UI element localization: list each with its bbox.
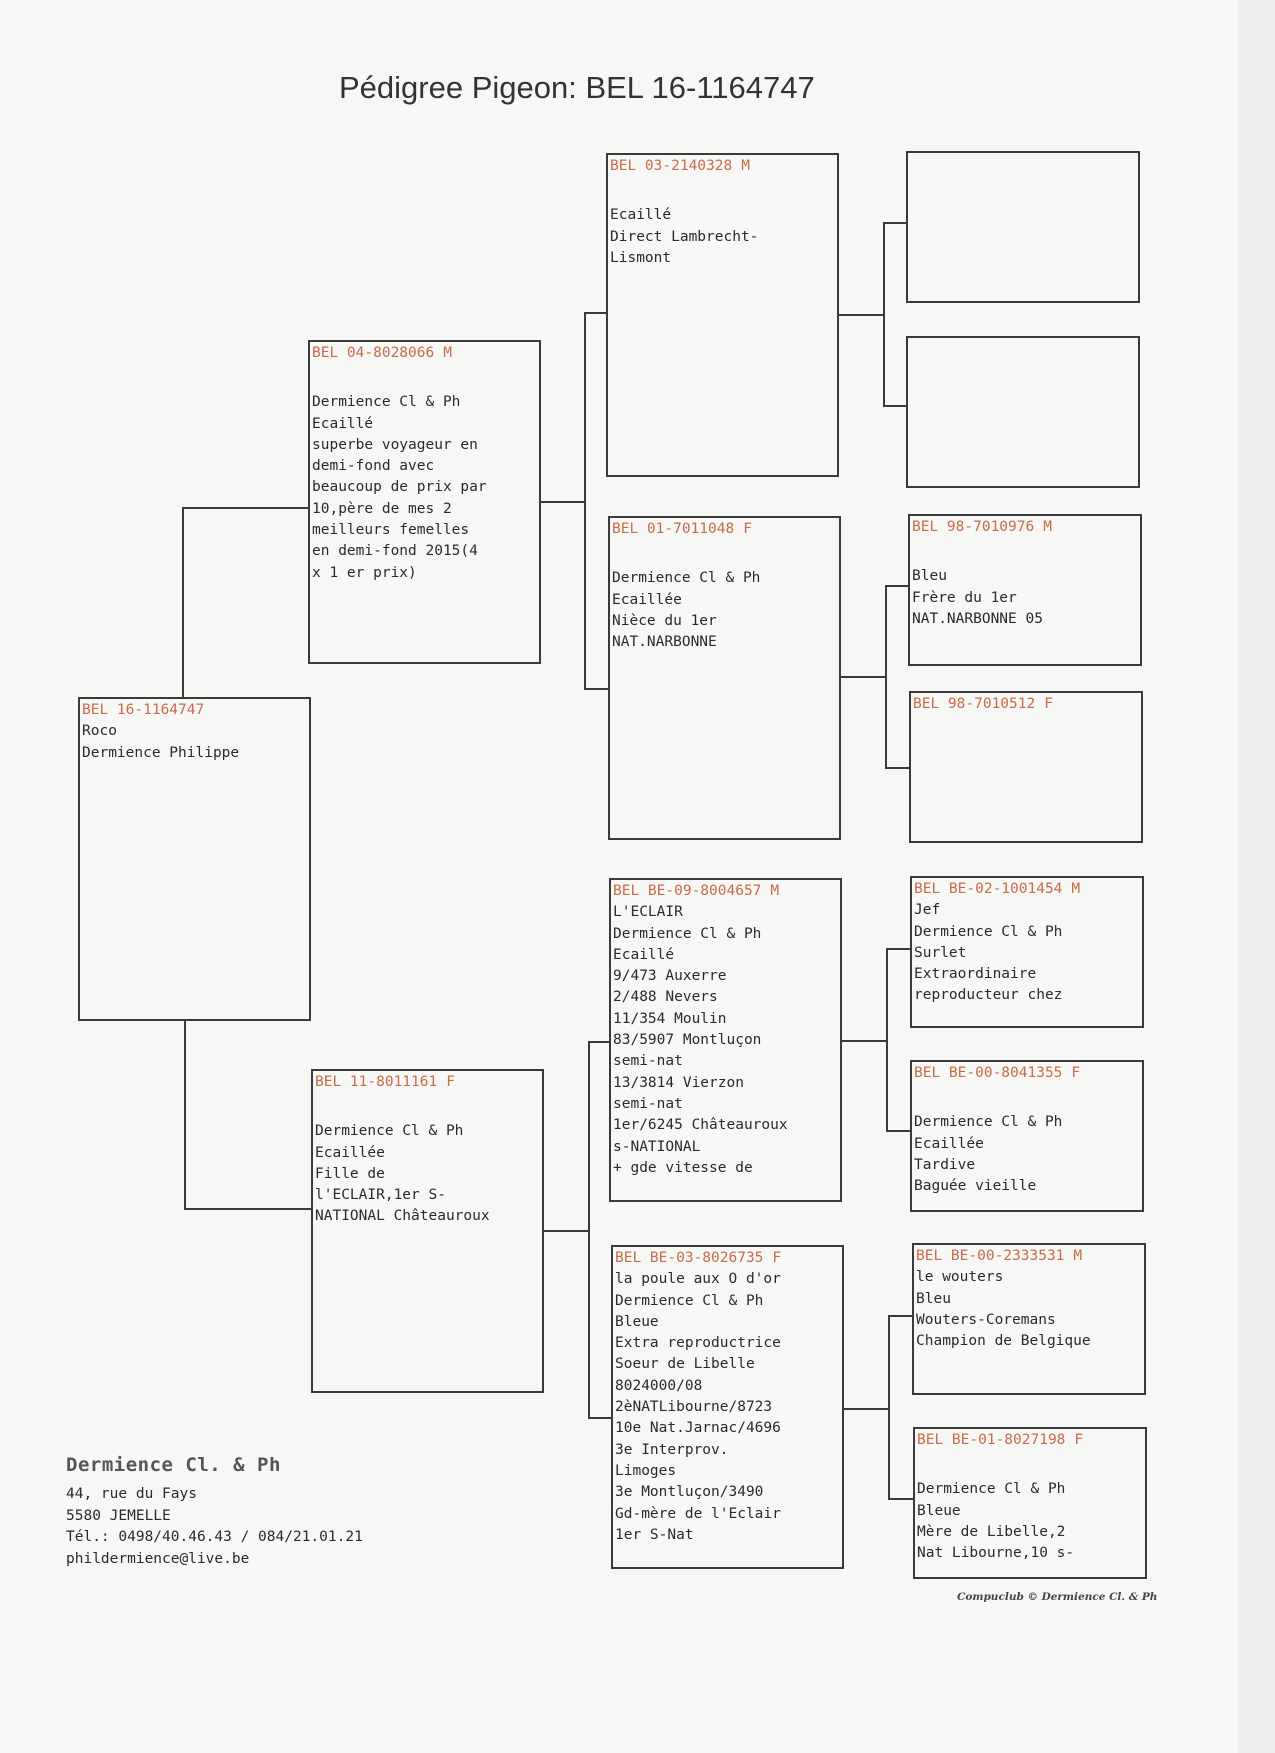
pedigree-box-ggp1 [906,151,1140,303]
sex-marker: M [443,345,452,361]
ring-number [612,519,837,540]
detail-line: + gde vitesse de [613,1159,753,1176]
ring-id: BEL BE-03-8026735 [615,1250,764,1266]
connector-paternal-grandmother [885,767,910,769]
detail-line: Nièce du 1er [612,612,717,629]
pedigree-box-maternal-grandfather [609,878,842,1202]
detail-line: Gd-mère de l'Eclair [615,1505,781,1522]
detail-line: Extraordinaire [914,966,1037,983]
pigeon-details [315,1121,540,1227]
ring-id: BEL 98-7010976 [912,519,1035,535]
ring-number [312,343,537,364]
detail-line: Lismont [610,249,672,266]
detail-line: Extra reproductrice [615,1335,781,1352]
connector-mother [588,1041,590,1419]
detail-line: Bleu [912,568,947,585]
ring-number [82,700,307,721]
ring-id: BEL 11-8011161 [315,1074,438,1090]
sex-marker: F [1074,1432,1084,1448]
detail-line: Fille de [315,1165,385,1182]
pigeon-details [917,1479,1143,1564]
detail-line: Nat Libourne,10 s- [917,1545,1075,1562]
connector-paternal-grandfather [883,222,885,407]
connector-maternal-grandfather [886,1130,911,1132]
connector-father [584,688,609,690]
detail-line: 9/473 Auxerre [613,968,727,985]
pigeon-details [612,568,837,653]
pedigree-box-father [308,340,541,664]
detail-line: Jef [914,902,941,919]
ring-id: BEL BE-01-8027198 [917,1432,1066,1448]
ring-id: BEL 01-7011048 [612,521,735,537]
sex-marker: F [772,1250,782,1266]
page-title: Pédigree Pigeon: BEL 16-1164747 [339,70,815,105]
breeder-address: 44, rue du Fays [66,1486,197,1502]
ring-number [913,694,1139,715]
sex-marker: F [743,521,752,537]
ring-id: BEL 98-7010512 [913,696,1036,712]
detail-line: Dermience Cl & Ph [917,1481,1066,1498]
connector-subject-mother [184,1208,312,1210]
breeder-phone: Tél.: 0498/40.46.43 / 084/21.01.21 [66,1529,363,1545]
detail-line: Bleue [615,1313,659,1330]
detail-line: s-NATIONAL [613,1138,701,1155]
detail-line: beaucoup de prix par [312,479,487,496]
detail-line: 83/5907 Montluçon [613,1032,762,1049]
connector-paternal-grandmother [885,585,909,587]
connector-paternal-grandmother [840,676,887,678]
pedigree-box-mother [311,1069,544,1393]
connector-father [584,312,586,690]
detail-line: Bleu [916,1290,951,1307]
detail-line: Ecaillée [612,591,682,608]
connector-maternal-grandmother [888,1498,914,1500]
detail-line: 1er/6245 Châteauroux [613,1117,788,1134]
spacer [610,177,835,205]
sex-marker: M [1073,1248,1083,1264]
connector-paternal-grandfather [883,222,907,224]
detail-line: 2/488 Nevers [613,989,718,1006]
detail-line: Dermience Cl & Ph [613,925,762,942]
spacer [315,1093,540,1121]
sex-marker: F [1071,1065,1081,1081]
page-edge [1238,0,1275,1753]
detail-line: NAT.NARBONNE 05 [912,610,1043,627]
spacer [914,1084,1140,1112]
software-credit: Compuclub © Dermience Cl. & Ph [957,1591,1158,1603]
sex-marker: M [741,158,750,174]
sex-marker: F [446,1074,455,1090]
ring-id: BEL BE-00-8041355 [914,1065,1063,1081]
ring-id: BEL BE-09-8004657 [613,883,762,899]
pedigree-box-ggp8 [913,1427,1147,1579]
detail-line: semi-nat [613,1095,683,1112]
connector-subject-mother [184,1020,186,1210]
detail-line: x 1 er prix) [312,564,417,581]
detail-line: 1er S-Nat [615,1526,694,1543]
detail-line: 11/354 Moulin [613,1010,727,1027]
breeder-email: phildermience@live.be [66,1550,250,1567]
ring-id: BEL 16-1164747 [82,702,205,718]
connector-maternal-grandfather [886,948,911,950]
detail-line: Dermience Cl & Ph [312,394,461,411]
sex-marker: M [1071,881,1081,897]
ring-number [912,517,1138,538]
detail-line: Wouters-Coremans [916,1311,1056,1328]
pigeon-details [912,566,1138,630]
ring-id: BEL 03-2140328 [610,158,733,174]
detail-line: l'ECLAIR,1er S- [315,1187,446,1204]
pigeon-details [914,1112,1140,1197]
breeder-name: Dermience Cl. & Ph [66,1454,281,1476]
ring-number [914,879,1140,900]
detail-line: le wouters [916,1269,1004,1286]
connector-mother [543,1230,590,1232]
pigeon-details [914,900,1140,1006]
connector-paternal-grandmother [885,585,887,769]
detail-line: Soeur de Libelle [615,1356,755,1373]
pigeon-details [312,392,537,584]
pedigree-box-ggp5 [910,876,1144,1028]
connector-father [540,501,586,503]
spacer [912,538,1138,566]
detail-line: meilleurs femelles [312,522,470,539]
detail-line: 3e Montluçon/3490 [615,1484,764,1501]
pigeon-details [610,205,835,269]
detail-line: Champion de Belgique [916,1333,1091,1350]
detail-line: 3e Interprov. [615,1441,729,1458]
ring-id: BEL BE-00-2333531 [916,1248,1065,1264]
detail-line: Ecaillé [613,946,675,963]
detail-line: 13/3814 Vierzon [613,1074,744,1091]
pedigree-box-ggp4 [909,691,1143,843]
ring-number [917,1430,1143,1451]
ring-number [916,1246,1142,1267]
detail-line: Tardive [914,1156,976,1173]
connector-paternal-grandfather [838,314,885,316]
pigeon-details [613,902,838,1179]
ring-number [914,1063,1140,1084]
spacer [312,364,537,392]
connector-maternal-grandmother [888,1315,913,1317]
connector-mother [588,1417,612,1419]
connector-maternal-grandmother [843,1408,890,1410]
pedigree-box-maternal-grandmother [611,1245,844,1569]
ring-number [610,156,835,177]
detail-line: Baguée vieille [914,1178,1037,1195]
detail-line: la poule aux O d'or [615,1271,781,1288]
detail-line: Ecaillée [914,1135,984,1152]
detail-line: en demi-fond 2015(4 [312,543,478,560]
breeder-block [66,1454,363,1570]
detail-line: Ecaillée [315,1144,385,1161]
ring-id: BEL 04-8028066 [312,345,435,361]
detail-line: reproducteur chez [914,987,1063,1004]
detail-line: Surlet [914,944,967,961]
detail-line: NATIONAL Châteauroux [315,1208,490,1225]
detail-line: Dermience Philippe [82,744,240,761]
detail-line: 2èNATLibourne/8723 [615,1399,773,1416]
pigeon-details [916,1267,1142,1352]
detail-line: NAT.NARBONNE [612,634,717,651]
connector-subject-father [182,507,309,509]
detail-line: Dermience Cl & Ph [315,1123,464,1140]
detail-line: 10e Nat.Jarnac/4696 [615,1420,781,1437]
sex-marker: M [1043,519,1052,535]
ring-number [910,339,1136,360]
pedigree-box-ggp2 [906,336,1140,488]
connector-father [584,312,607,314]
pedigree-box-ggp7 [912,1243,1146,1395]
detail-line: Dermience Cl & Ph [612,570,761,587]
detail-line: Limoges [615,1462,677,1479]
pedigree-box-ggp6 [910,1060,1144,1212]
connector-mother [588,1041,610,1043]
pedigree-box-paternal-grandmother [608,516,841,840]
pigeon-details [82,721,307,764]
connector-maternal-grandfather [886,948,888,1132]
detail-line: L'ECLAIR [613,904,683,921]
ring-id: BEL BE-02-1001454 [914,881,1063,897]
detail-line: Ecaillé [610,207,672,224]
detail-line: Dermience Cl & Ph [615,1292,764,1309]
sex-marker: M [770,883,780,899]
detail-line: Dermience Cl & Ph [914,1114,1063,1131]
detail-line: Frère du 1er [912,589,1017,606]
pedigree-box-paternal-grandfather [606,153,839,477]
detail-line: Dermience Cl & Ph [914,923,1063,940]
sex-marker: F [1044,696,1053,712]
detail-line: Roco [82,723,117,740]
detail-line: Direct Lambrecht- [610,228,759,245]
pedigree-box-ggp3 [908,514,1142,666]
pedigree-box-subject [78,697,311,1021]
connector-maternal-grandfather [841,1040,888,1042]
detail-line: superbe voyageur en [312,436,478,453]
ring-number [315,1072,540,1093]
detail-line: 10,père de mes 2 [312,500,452,517]
detail-line: Ecaillé [312,415,374,432]
ring-number [910,154,1136,175]
spacer [917,1451,1143,1479]
connector-maternal-grandmother [888,1315,890,1500]
detail-line: demi-fond avec [312,458,435,475]
detail-line: Mère de Libelle,2 [917,1523,1066,1540]
detail-line: 8024000/08 [615,1377,703,1394]
detail-line: Bleue [917,1502,961,1519]
connector-paternal-grandfather [883,405,907,407]
ring-number [613,881,838,902]
ring-number [615,1248,840,1269]
detail-line: semi-nat [613,1053,683,1070]
breeder-city: 5580 JEMELLE [66,1507,171,1524]
pigeon-details [615,1269,840,1546]
spacer [612,540,837,568]
connector-subject-father [182,507,184,698]
